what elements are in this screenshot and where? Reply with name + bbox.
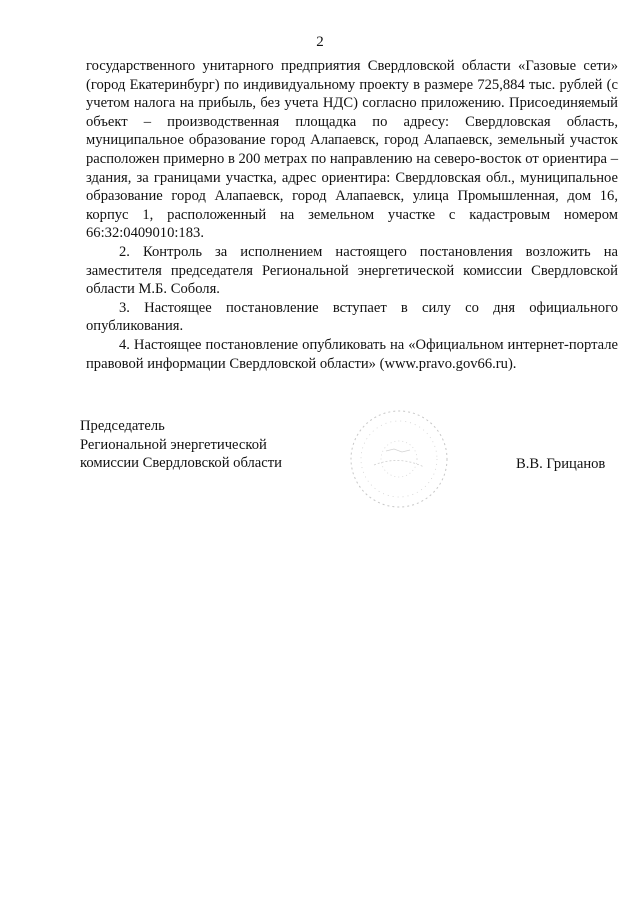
- signer-title-line: комиссии Свердловской области: [80, 455, 282, 472]
- paragraph-continuation: государственного унитарного предприятия Свердловской области «Газовые сети» (город Екатеринбург) по индивидуальному проекту в размере 725,884 тыс. рублей (с учетом налога на прибыль, без учета НДС) согласно приложению. Присоединяемый объект – производственная площадка по адресу: Свердловская область, муниципальное образование город Алапаевск, город Алапаевск, земельный участок расположен примерно в 200 метрах по направлению на северо-восток от ориентира – здания, за границами участка, адрес ориентира: Свердловская обл., муниципальное образование город Алапаевск, город Алапаевск, улица Промышленная, дом 16, корпус 1, расположенный на земельном участке с кадастровым номером 66:32:0409010:183.: [86, 58, 618, 242]
- paragraph-item-2: 2. Контроль за исполнением настоящего постановления возложить на заместителя председателя Региональной энергетической комиссии Свердловской области М.Б. Соболя.: [86, 243, 618, 298]
- stamp-seal-icon: [344, 405, 454, 513]
- document-body: [86, 57, 618, 373]
- signer-title-line: Региональной энергетической: [80, 436, 267, 453]
- paragraph-item-3: 3. Настоящее постановление вступает в силу со дня официального опубликования.: [86, 299, 618, 335]
- signer-name: В.В. Грицанов: [516, 456, 606, 472]
- signature-block: [80, 417, 282, 473]
- page-number: 2: [316, 34, 324, 50]
- signer-title-line: Председатель: [80, 418, 165, 434]
- paragraph-item-4: 4. Настоящее постановление опубликовать на «Официальном интернет-портале правовой информации Свердловской области» (www.pravo.gov66.ru).: [86, 336, 618, 372]
